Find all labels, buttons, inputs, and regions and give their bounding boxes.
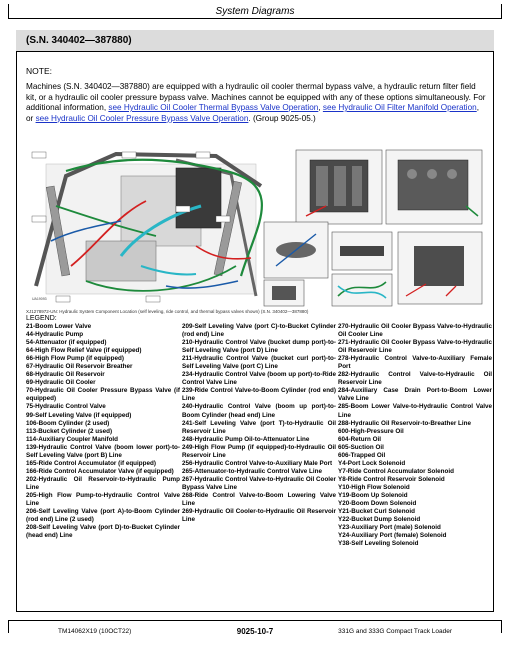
legend-item: Y20-Boom Down Solenoid: [338, 500, 417, 508]
hydraulic-component-figure: [26, 146, 486, 308]
link-thermal-bypass-valve-operation[interactable]: see Hydraulic Oil Cooler Thermal Bypass Valve Operation: [108, 103, 319, 112]
legend-item: 240-Hydraulic Control Valve (boom up port)-to-Boom Cylinder (head end) Line: [182, 403, 336, 419]
legend-item: 21-Boom Lower Valve: [26, 323, 92, 330]
figure-id-label: UA19093: [32, 297, 47, 301]
legend-item: 64-High Flow Relief Valve (if equipped): [26, 347, 142, 355]
manual-title: 331G and 333G Compact Track Loader: [338, 628, 452, 635]
legend-item: 113-Bucket Cylinder (2 used): [26, 427, 113, 435]
legend-item: 139-Hydraulic Control Valve (boom lower port)-to-Self Leveling Valve (port B) Line: [26, 443, 180, 459]
section-heading-bar: [16, 30, 494, 52]
legend-item: 605-Suction Oil: [338, 443, 384, 451]
note-label: NOTE:: [26, 66, 52, 76]
legend-item: 165-Ride Control Accumulator (if equipped): [26, 459, 156, 467]
page-number: 9025-10-7: [236, 627, 274, 636]
legend-item: 75-Hydraulic Control Valve: [26, 403, 106, 411]
legend-item: 166-Ride Control Accumulator Valve (if equipped): [26, 467, 174, 475]
legend-item: 271-Hydraulic Oil Cooler Bypass Valve-to-Hydraulic Oil Reservoir Line: [338, 339, 492, 355]
legend-item: 278-Hydraulic Control Valve-to-Auxiliary Female Port: [338, 355, 492, 371]
legend-item: 70-Hydraulic Oil Cooler Pressure Bypass Valve (if equipped): [26, 387, 180, 403]
legend-title: LEGEND:: [26, 315, 57, 322]
note-separator: , or: [26, 103, 479, 123]
legend-item: Y21-Bucket Curl Solenoid: [338, 508, 415, 516]
legend-item: 66-High Flow Pump (if equipped): [26, 355, 124, 363]
legend-item: 269-Hydraulic Oil Cooler-to-Hydraulic Oil Reservoir Line: [182, 508, 336, 524]
legend-item: 67-Hydraulic Oil Reservoir Breather: [26, 363, 133, 371]
page-title: System Diagrams: [215, 6, 295, 17]
legend-item: 211-Hydraulic Control Valve (bucket curl port)-to-Self Leveling Valve (port C) Line: [182, 355, 336, 371]
legend-item: 234-Hydraulic Control Valve (boom up port)-to-Ride Control Valve Line: [182, 371, 336, 387]
legend-item: 209-Self Leveling Valve (port C)-to-Bucket Cylinder (rod end) Line: [182, 323, 336, 339]
legend-item: Y8-Ride Control Reservoir Solenoid: [338, 475, 445, 483]
section-heading: (S.N. 340402—387880): [26, 35, 132, 46]
legend-item: Y38-Self Leveling Solenoid: [338, 540, 419, 548]
legend-item: 69-Hydraulic Oil Cooler: [26, 379, 96, 387]
legend-column-1: [26, 323, 180, 548]
footer-rule: [8, 620, 502, 621]
legend-item: 265-Attenuator-to-Hydraulic Control Valve Line: [182, 467, 322, 475]
legend-item: 606-Trapped Oil: [338, 451, 386, 459]
legend-item: Y22-Bucket Dump Solenoid: [338, 516, 421, 524]
legend-item: Y4-Port Lock Solenoid: [338, 459, 406, 467]
legend-item: 106-Boom Cylinder (2 used): [26, 419, 110, 427]
link-pressure-bypass-valve-operation[interactable]: see Hydraulic Oil Cooler Pressure Bypass Valve Operation: [35, 113, 249, 123]
legend-item: 285-Boom Lower Valve-to-Hydraulic Control Valve Line: [338, 403, 492, 419]
legend-item: Y10-High Flow Solenoid: [338, 483, 410, 491]
legend-item: 210-Hydraulic Control Valve (bucket dump port)-to-Self Leveling Valve (port D) Line: [182, 339, 336, 355]
legend-item: 44-Hydraulic Pump: [26, 331, 84, 339]
legend-item: Y19-Boom Up Solenoid: [338, 491, 408, 499]
legend-item: Y24-Auxiliary Port (female) Solenoid: [338, 532, 447, 540]
legend-item: 268-Ride Control Valve-to-Boom Lowering Valve Line: [182, 491, 336, 508]
legend-item: Y23-Auxiliary Port (male) Solenoid: [338, 524, 441, 532]
legend-item: 282-Hydraulic Control Valve-to-Hydraulic Oil Reservoir Line: [338, 371, 492, 387]
legend-item: 256-Hydraulic Control Valve-to-Auxiliary Male Port: [182, 459, 333, 467]
legend-item: 68-Hydraulic Oil Reservoir: [26, 371, 105, 379]
legend-column-2: [182, 323, 336, 548]
note-separator: ,: [318, 103, 321, 112]
legend-item: 241-Self Leveling Valve (port T)-to-Hydraulic Oil Reservoir Line: [182, 419, 336, 435]
legend-item: 249-High Flow Pump (if equipped)-to-Hydraulic Oil Reservoir Line: [182, 443, 336, 459]
legend-item: 600-High-Pressure Oil: [338, 427, 404, 435]
figure-caption: XJ1278972-UN: Hydraulic System Component Location (self leveling, ride control, and thermal bypass valves shown) (S.N. 340402—387880): [26, 309, 309, 314]
legend-item: 205-High Flow Pump-to-Hydraulic Control Valve Line: [26, 491, 180, 508]
page-footer: [0, 620, 510, 650]
legend-item: 267-Hydraulic Control Valve-to-Hydraulic Oil Cooler Bypass Valve Line: [182, 475, 336, 491]
note-body: [26, 82, 486, 124]
legend-column-3: [338, 323, 492, 548]
legend-item: 239-Ride Control Valve-to-Boom Cylinder (rod end) Line: [182, 387, 336, 403]
legend-item: 270-Hydraulic Oil Cooler Bypass Valve-to-Hydraulic Oil Cooler Line: [338, 323, 492, 339]
page-header: [0, 0, 510, 22]
link-oil-filter-manifold-operation[interactable]: see Hydraulic Oil Filter Manifold Operation: [322, 103, 477, 112]
note-text: Machines (S.N. 340402—387880) are equipped with a hydraulic oil cooler thermal bypass valve, a hydraulic return filter field kit, or a hydraulic oil cooler pressure bypass valve. Machines cannot be equipped with any of these options simultaneously. For additional information,: [26, 82, 486, 112]
header-rule: [8, 18, 502, 19]
legend: [26, 323, 492, 548]
legend-item: 54-Attenuator (if equipped): [26, 339, 107, 347]
legend-item: 604-Return Oil: [338, 435, 382, 443]
legend-item: 288-Hydraulic Oil Reservoir-to-Breather Line: [338, 419, 471, 427]
legend-item: 206-Self Leveling Valve (port A)-to-Boom Cylinder (rod end) Line (2 used): [26, 508, 180, 524]
legend-item: 114-Auxiliary Coupler Manifold: [26, 435, 119, 443]
hydraulic-diagram-illustration: [26, 146, 486, 308]
legend-item: 208-Self Leveling Valve (port D)-to-Bucket Cylinder (head end) Line: [26, 524, 180, 540]
legend-item: 202-Hydraulic Oil Reservoir-to-Hydraulic Pump Line: [26, 475, 180, 491]
legend-item: 248-Hydraulic Pump Oil-to-Attenuator Line: [182, 435, 310, 443]
document-id: TM14062X19 (10OCT22): [58, 628, 132, 635]
note-text-end: . (Group 9025-05.): [248, 113, 316, 123]
legend-item: 284-Auxiliary Case Drain Port-to-Boom Lower Valve Line: [338, 387, 492, 403]
legend-item: Y7-Ride Control Accumulator Solenoid: [338, 467, 454, 475]
legend-item: 99-Self Leveling Valve (if equipped): [26, 411, 132, 419]
